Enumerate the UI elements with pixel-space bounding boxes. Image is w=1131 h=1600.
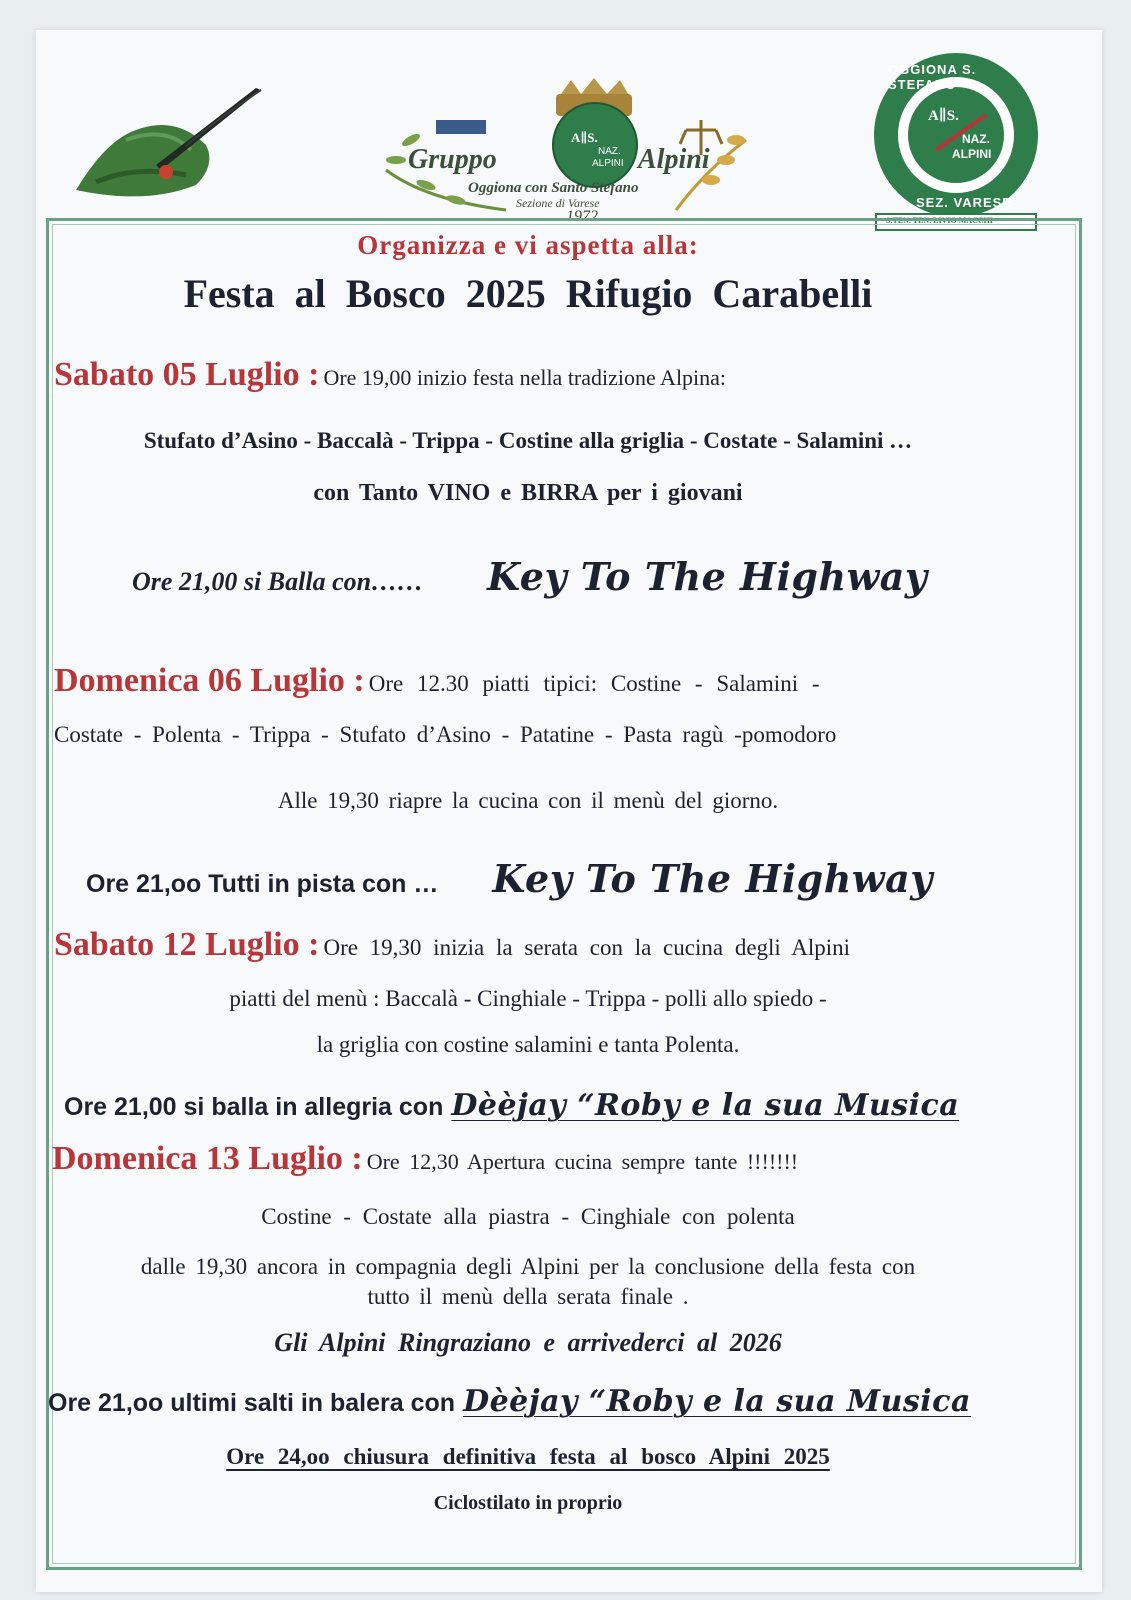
stamp-plate-text: S.TEN. TEN. LIVIO MACCHI: [886, 216, 993, 225]
intro-line: Organizza e vi aspetta alla:: [357, 230, 699, 260]
logo-alpini-text: Alpini: [638, 144, 710, 175]
page-title: Festa al Bosco 2025 Rifugio Carabelli: [183, 271, 873, 316]
day2-text: Ore 12.30 piatti tipici: Costine - Salamini -: [368, 671, 820, 696]
day3-text: Ore 19,30 inizia la serata con la cucina degli Alpini: [323, 935, 851, 960]
day2-dance-label: Ore 21,oo Tutti in pista con …: [86, 870, 439, 898]
stamp-naz-text: NAZ.: [962, 132, 990, 146]
day1-dance-label: Ore 21,00 si Balla con……: [132, 567, 424, 596]
day2-evening: Alle 19,30 riapre la cucina con il menù del giorno.: [277, 788, 779, 813]
day2-band: Key To The Highway: [492, 856, 933, 901]
stamp-ring-top: OGGIONA S. STEFANO: [888, 62, 977, 92]
day4-evening-1: dalle 19,30 ancora in compagnia degli Alpini per la conclusione della festa con: [140, 1254, 916, 1279]
day4-row: [52, 1140, 798, 1178]
day3-dj: Dèèjay “Roby e la sua Musica: [451, 1088, 960, 1123]
logo-year: 1972: [566, 208, 598, 225]
day4-text: Ore 12,30 Apertura cucina sempre tante !!!!!!!: [366, 1149, 799, 1174]
day1-dance-row: [132, 554, 928, 599]
day1-menu: Stufato d’Asino - Baccalà - Trippa - Costine alla griglia - Costate - Salamini …: [143, 428, 913, 453]
day3-heading: Sabato 12 Luglio :: [54, 926, 320, 963]
day3-menu-2: la griglia con costine salamini e tanta Polenta.: [316, 1032, 740, 1057]
footer-note: Ciclostilato in proprio: [433, 1492, 623, 1514]
day4-evening-2: tutto il menù della serata finale .: [367, 1284, 689, 1309]
day4-dance-label: Ore 21,oo ultimi salti in balera con: [48, 1389, 456, 1417]
logo-ana-text: A∥S.: [571, 130, 598, 145]
header: [36, 30, 1102, 225]
day1-drinks: con Tanto VINO e BIRRA per i giovani: [313, 480, 743, 506]
day3-dance-label: Ore 21,00 si balla in allegria con: [64, 1093, 444, 1121]
day2-dance-row: [86, 856, 933, 901]
gruppo-alpini-logo: [366, 60, 756, 230]
day4-menu: Costine - Costate alla piastra - Cinghiale con polenta: [261, 1204, 795, 1229]
logo-naz-text: NAZ.: [598, 146, 621, 157]
stamp-ring-bottom: SEZ. VARESE: [916, 195, 1013, 210]
day1-text: Ore 19,00 inizio festa nella tradizione Alpina:: [323, 365, 727, 390]
day4-heading: Domenica 13 Luglio :: [52, 1140, 363, 1177]
day3-dance-row: [64, 1088, 959, 1123]
oggiona-stamp-logo: [866, 50, 1046, 235]
day1-row: [54, 356, 726, 394]
day3-row: [54, 926, 850, 964]
day4-thanks: Gli Alpini Ringraziano e arrivederci al 2026: [274, 1328, 782, 1357]
logo-subtitle-2: Sezione di Varese: [516, 196, 600, 210]
day4-dj: Dèèjay “Roby e la sua Musica: [463, 1384, 971, 1419]
day2-heading: Domenica 06 Luglio :: [54, 662, 365, 699]
closing-line: Ore 24,oo chiusura definitiva festa al bosco Alpini 2025: [226, 1444, 830, 1469]
day3-menu-1: piatti del menù : Baccalà - Cinghiale - Trippa - polli allo spiedo -: [229, 986, 827, 1011]
day2-menu: Costate - Polenta - Trippa - Stufato d’Asino - Patatine - Pasta ragù -pomodoro: [54, 722, 837, 747]
day2-row: [54, 662, 820, 700]
logo-gruppo-text: Gruppo: [408, 144, 497, 175]
stamp-alpini-text: ALPINI: [952, 147, 992, 161]
logo-subtitle-1: Oggiona con Santo Stefano: [468, 180, 639, 196]
day1-heading: Sabato 05 Luglio :: [54, 356, 320, 393]
day1-band: Key To The Highway: [487, 554, 928, 599]
logo-alpini-small-text: ALPINI: [592, 158, 624, 169]
stamp-ana-text: A∥S.: [928, 108, 959, 124]
day4-dance-row: [48, 1384, 971, 1419]
alpine-hat-icon: [66, 80, 266, 200]
